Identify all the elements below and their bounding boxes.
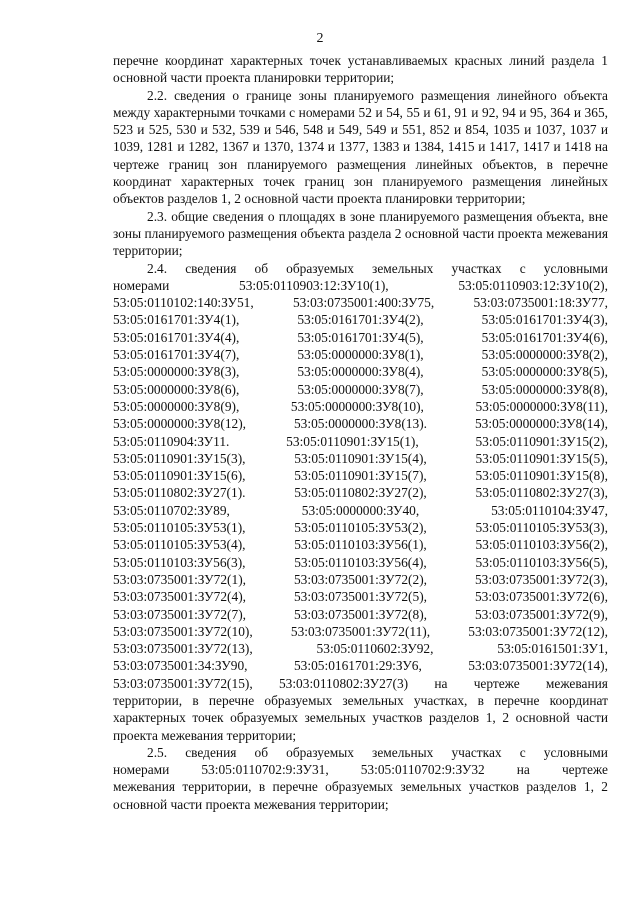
head-word: об xyxy=(254,260,269,276)
head-word: 2.4. xyxy=(147,260,168,276)
parcel-number: 53:05:0110602:ЗУ92, xyxy=(316,641,434,657)
parcel-number: 53:05:0110903:12:ЗУ10(1), xyxy=(239,277,389,293)
item-2-5 xyxy=(113,744,608,813)
parcel-number: 53:05:0000000:ЗУ8(6), xyxy=(113,381,240,397)
parcel-number: 53:05:0110105:ЗУ53(4), xyxy=(113,537,246,553)
head-word: условными xyxy=(543,744,608,760)
parcel-number: 53:03:0735001:ЗУ72(9), xyxy=(474,606,608,622)
head-word: 2.5. xyxy=(147,744,168,760)
parcel-row xyxy=(113,623,608,640)
item-2-2: 2.2. сведения о границе зоны планируемого размещения линейного объекта между характерными точками с номерами 52 и 54, 55 и 61, 91 и 92, 94 и 95, 364 и 365, 523 и 525, 530 и 532, 539 и 546, 548 и 549, 549 и 551, 852 и 854, 1035 и 1037, 1037 и 1039, 1281 и 1282, 1367 и 1370, 1374 и 1377, 1383 и 1384, 1415 и 1417, 1417 и 1418 на чертеже границ зон планируемого размещения линейных объектов, в перечне координат характерных точек границ зон планируемого размещения линейных объектов разделов 1, 2 основной части проекта планировки территории; xyxy=(113,87,608,207)
parcel-row xyxy=(113,554,608,571)
parcel-number: 53:05:0000000:ЗУ8(14), xyxy=(474,416,608,432)
parcel-number: 53:05:0110103:ЗУ56(5), xyxy=(475,554,608,570)
parcel-number: 53:05:0161701:ЗУ4(6), xyxy=(481,329,608,345)
parcel-number: 53:05:0000000:ЗУ8(4), xyxy=(297,364,424,380)
parcel-number: 53:05:0110105:ЗУ53(2), xyxy=(294,520,427,536)
item-2-4-last-row: 53:03:0735001:ЗУ72(15), 53:03:0110802:ЗУ27(3) на чертеже межевания xyxy=(113,675,608,691)
parcel-number: 53:05:0000000:ЗУ8(9), xyxy=(113,398,240,414)
parcel-number: 53:05:0110702:ЗУ89, xyxy=(113,502,230,518)
parcel-number: 53:05:0110901:ЗУ15(3), xyxy=(113,450,246,466)
parcel-number: 53:03:0735001:ЗУ72(11), xyxy=(290,623,431,639)
parcel-row xyxy=(113,571,608,588)
parcel-number: 53:03:0735001:ЗУ72(1), xyxy=(113,571,247,587)
parcel-number: 53:05:0110802:ЗУ27(1). xyxy=(113,485,246,501)
item-2-3: 2.3. общие сведения о площадях в зоне планируемого размещения объекта, вне зоны планируемого размещения объекта раздела 2 основной части проекта межевания территории; xyxy=(113,208,608,259)
parcel-number: 53:03:0735001:400:ЗУ75, xyxy=(292,295,435,311)
parcel-number: 53:03:0735001:ЗУ72(10), xyxy=(113,623,253,639)
parcel-number: 53:05:0161701:ЗУ4(1), xyxy=(113,312,240,328)
parcel-number: 53:05:0000000:ЗУ8(13). xyxy=(293,416,428,432)
parcel-row xyxy=(113,277,608,294)
parcel-row xyxy=(113,311,608,328)
parcel-row xyxy=(113,363,608,380)
parcel-row xyxy=(113,294,608,311)
parcel-row xyxy=(113,329,608,346)
parcel-number: 53:05:0000000:ЗУ8(5), xyxy=(481,364,608,380)
intro-paragraph: перечне координат характерных точек устанавливаемых красных линий раздела 1 основной части проекта планировки территории; xyxy=(113,53,608,86)
parcel-number: 53:03:0735001:18:ЗУ77, xyxy=(473,295,608,311)
parcel-number: 53:05:0000000:ЗУ8(3), xyxy=(113,364,240,380)
head-word: образуемых xyxy=(286,744,354,760)
parcel-number: 53:05:0110901:ЗУ15(1), xyxy=(286,433,419,449)
parcel-number: 53:05:0000000:ЗУ8(11), xyxy=(475,398,608,414)
item-2-4-tail: территории, в перечне образуемых земельных участках, в перечне координат характерных точек образуемых земельных участков разделов 1, 2 основной части проекта межевания территории; xyxy=(113,692,608,743)
document-body xyxy=(113,52,608,813)
parcel-number: 53:05:0110802:ЗУ27(2), xyxy=(294,485,427,501)
head-word: образуемых xyxy=(286,260,354,276)
parcel-number: 53:03:0735001:ЗУ72(12), xyxy=(468,623,608,639)
parcel-number: 53:05:0161701:ЗУ4(2), xyxy=(297,312,424,328)
parcel-row xyxy=(113,502,608,519)
item-2-4-head xyxy=(113,260,608,277)
head-word: сведения xyxy=(185,260,237,276)
parcel-number: 53:05:0110901:ЗУ15(7), xyxy=(294,468,427,484)
parcel-row xyxy=(113,467,608,484)
parcel-row xyxy=(113,450,608,467)
parcel-number: 53:05:0161701:ЗУ4(5), xyxy=(297,329,424,345)
parcel-number: 53:05:0110901:ЗУ15(6), xyxy=(113,468,246,484)
parcel-number: 53:03:0735001:ЗУ72(5), xyxy=(293,589,428,605)
parcel-number: 53:05:0000000:ЗУ8(10), xyxy=(290,398,424,414)
parcel-number: 53:05:0161501:ЗУ1, xyxy=(497,641,608,657)
parcel-number: 53:05:0161701:ЗУ4(4), xyxy=(113,329,240,345)
head-word: условными xyxy=(543,260,608,276)
parcel-row xyxy=(113,381,608,398)
head-word: земельных xyxy=(372,260,434,276)
parcel-number: 53:03:0735001:ЗУ72(13), xyxy=(113,641,253,657)
parcel-number: 53:03:0735001:ЗУ72(6), xyxy=(474,589,608,605)
parcel-number: 53:05:0161701:ЗУ4(3), xyxy=(481,312,608,328)
parcel-number: 53:05:0000000:ЗУ8(1), xyxy=(297,347,424,363)
head-word: с xyxy=(519,744,526,760)
parcel-number: 53:05:0000000:ЗУ8(12), xyxy=(113,416,247,432)
parcel-number: номерами xyxy=(113,277,170,293)
item-2-5-row: номерами 53:05:0110702:9:ЗУ31, 53:05:0110702:9:ЗУ32 на чертеже xyxy=(113,762,608,778)
parcel-number: 53:05:0110901:ЗУ15(5), xyxy=(475,450,608,466)
head-word: земельных xyxy=(372,744,434,760)
parcel-number: 53:05:0110103:ЗУ56(3), xyxy=(113,554,246,570)
head-word: об xyxy=(254,744,269,760)
parcel-row xyxy=(113,588,608,605)
item-2-5-tail: межевания территории, в перечне образуемых земельных участков разделов 1, 2 основной части проекта межевания территории; xyxy=(113,779,608,812)
parcel-row xyxy=(113,398,608,415)
parcel-number: 53:05:0161701:29:ЗУ6, xyxy=(293,658,422,674)
parcel-number-list xyxy=(113,277,608,675)
parcel-number: 53:05:0161701:ЗУ4(7), xyxy=(113,347,240,363)
parcel-number: 53:05:0110103:ЗУ56(2), xyxy=(475,537,608,553)
parcel-number: 53:05:0110901:ЗУ15(8), xyxy=(475,468,608,484)
parcel-number: 53:05:0110903:12:ЗУ10(2), xyxy=(458,277,608,293)
parcel-number: 53:03:0735001:ЗУ72(7), xyxy=(113,606,247,622)
head-word: участках xyxy=(451,260,502,276)
parcel-number: 53:05:0110104:ЗУ47, xyxy=(491,502,608,518)
parcel-number: 53:05:0110103:ЗУ56(4), xyxy=(294,554,427,570)
parcel-number: 53:05:0000000:ЗУ8(8), xyxy=(481,381,608,397)
parcel-row xyxy=(113,640,608,657)
parcel-number: 53:03:0735001:ЗУ72(8), xyxy=(293,606,428,622)
parcel-row xyxy=(113,606,608,623)
parcel-number: 53:05:0000000:ЗУ40, xyxy=(301,502,420,518)
page-number: 2 xyxy=(316,31,324,46)
parcel-row xyxy=(113,519,608,536)
item-2-4 xyxy=(113,260,608,744)
parcel-number: 53:05:0110904:ЗУ11. xyxy=(113,433,230,449)
parcel-number: 53:03:0735001:ЗУ72(14), xyxy=(468,658,608,674)
parcel-number: 53:03:0735001:ЗУ72(4), xyxy=(113,589,247,605)
head-word: участках xyxy=(451,744,502,760)
parcel-number: 53:03:0735001:ЗУ72(2), xyxy=(293,571,428,587)
parcel-row xyxy=(113,484,608,501)
parcel-row xyxy=(113,657,608,674)
parcel-row xyxy=(113,433,608,450)
parcel-number: 53:05:0110105:ЗУ53(3), xyxy=(475,520,608,536)
parcel-row xyxy=(113,536,608,553)
head-word: сведения xyxy=(185,744,237,760)
parcel-number: 53:05:0110901:ЗУ15(2), xyxy=(475,433,608,449)
parcel-row xyxy=(113,346,608,363)
head-word: с xyxy=(519,260,526,276)
parcel-number: 53:05:0110102:140:ЗУ51, xyxy=(113,295,254,311)
parcel-number: 53:05:0110103:ЗУ56(1), xyxy=(294,537,427,553)
parcel-number: 53:05:0000000:ЗУ8(7), xyxy=(297,381,424,397)
parcel-number: 53:03:0735001:34:ЗУ90, xyxy=(113,658,248,674)
parcel-number: 53:05:0000000:ЗУ8(2), xyxy=(481,347,608,363)
parcel-number: 53:03:0735001:ЗУ72(3), xyxy=(474,571,608,587)
parcel-number: 53:05:0110105:ЗУ53(1), xyxy=(113,520,246,536)
parcel-row xyxy=(113,415,608,432)
item-2-5-head xyxy=(113,744,608,761)
parcel-number: 53:05:0110802:ЗУ27(3), xyxy=(475,485,608,501)
parcel-number: 53:05:0110901:ЗУ15(4), xyxy=(294,450,427,466)
